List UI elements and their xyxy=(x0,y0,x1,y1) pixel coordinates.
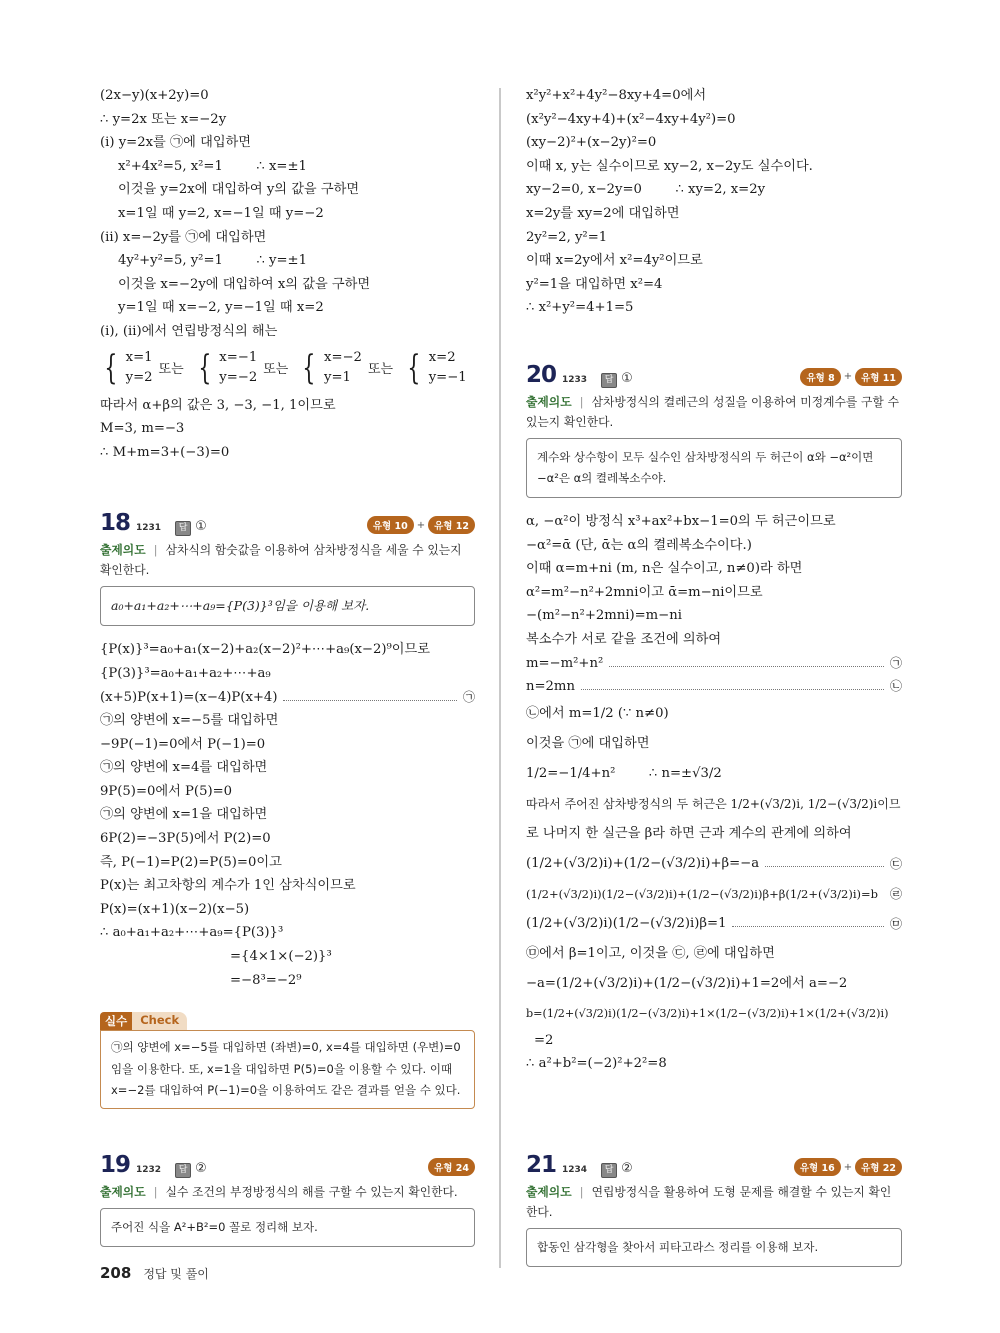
solution-line: α²=m²−n²+2mni이고 ᾱ=m−ni이므로 xyxy=(526,584,763,600)
solution-line: 4y²+y²=5, y²=1 ∴ y=±1 xyxy=(118,253,307,269)
solution-pair xyxy=(324,348,362,388)
hint-text: a₀+a₁+a₂+⋯+a₉={P(3)}³임을 이용해 보자. xyxy=(111,598,370,614)
answer-label-icon: 답 xyxy=(601,373,617,388)
answer-label-icon: 답 xyxy=(601,1163,617,1178)
type-badges xyxy=(800,368,902,386)
solution-y: y=−2 xyxy=(219,369,258,385)
type-badge: 유형 16 xyxy=(794,1158,841,1176)
solution-line: x=1일 때 y=2, x=−1일 때 y=−2 xyxy=(118,205,324,221)
solution-line: 이때 α=m+ni (m, n은 실수이고, n≠0)라 하면 xyxy=(526,561,803,577)
type-badge: 유형 22 xyxy=(855,1158,902,1176)
hint-text: 합동인 삼각형을 찾아서 피타고라스 정리를 이용해 보자. xyxy=(537,1240,819,1254)
column-divider xyxy=(499,88,501,1268)
solution-pair xyxy=(219,348,257,388)
hint-text: 주어진 식을 A²+B²=0 꼴로 정리해 보자. xyxy=(111,1220,318,1234)
solution-line: 이것을 y=2x에 대입하여 y의 값을 구하면 xyxy=(118,182,360,198)
plus-sign: + xyxy=(416,519,426,531)
labeled-equation xyxy=(526,909,902,939)
check-tab-title: Check xyxy=(132,1012,187,1030)
labeled-equation xyxy=(526,849,902,879)
question-number: 18 xyxy=(100,510,131,537)
system-solutions xyxy=(100,348,475,388)
equation-text: n=2mn xyxy=(526,679,575,695)
question-intent xyxy=(526,1182,902,1222)
intent-text: 실수 조건의 부정방정식의 해를 구할 수 있는지 확인한다. xyxy=(165,1185,458,1199)
or-label: 또는 xyxy=(158,362,184,378)
question-header xyxy=(100,510,475,540)
question-code: 1234 xyxy=(562,1165,588,1175)
solution-x: x=1 xyxy=(125,349,153,365)
solution-y: y=1 xyxy=(324,369,351,385)
question-header xyxy=(526,362,902,392)
brace: { xyxy=(302,347,316,388)
solution-line: (i), (ii)에서 연립방정식의 해는 xyxy=(100,323,278,339)
solution-line: 즉, P(−1)=P(2)=P(5)=0이고 xyxy=(100,854,282,870)
solution-line: ㉡에서 m=1/2 (∵ n≠0) xyxy=(526,705,669,721)
solution-line: ∴ a₀+a₁+a₂+⋯+a₉={P(3)}³ xyxy=(100,925,284,941)
separator: | xyxy=(579,394,584,409)
type-badge: 유형 24 xyxy=(428,1158,475,1176)
section-title: 정답 및 풀이 xyxy=(143,1267,209,1281)
equation-text: m=−m²+n² xyxy=(526,655,604,671)
solution-line: (2x−y)(x+2y)=0 xyxy=(100,88,209,103)
solution-line: 따라서 α+β의 값은 3, −3, −1, 1이므로 xyxy=(100,397,336,413)
type-badge: 유형 11 xyxy=(855,368,902,386)
dot-leader xyxy=(609,666,884,667)
solution-x: x=−1 xyxy=(219,349,258,365)
solution-line: ∴ y=2x 또는 x=−2y xyxy=(100,111,227,127)
solution-line: =2 xyxy=(534,1032,554,1048)
solution-line: 이것을 ㉠에 대입하면 xyxy=(526,735,650,751)
page-footer xyxy=(100,1264,209,1282)
solution-line: b=(1/2+(√3/2)i)(1/2−(√3/2)i)+1×(1/2−(√3/2)i)+1×(1/2+(√3/2)i) xyxy=(526,1006,889,1020)
equation-marker: ㉢ xyxy=(889,856,902,871)
separator: | xyxy=(153,1185,158,1199)
labeled-equation xyxy=(526,652,902,676)
labeled-equation xyxy=(100,686,475,710)
page-number: 208 xyxy=(100,1264,132,1282)
equation-text: (1/2+(√3/2)i)(1/2−(√3/2)i)β=1 xyxy=(526,915,727,931)
solution-line: −9P(−1)=0에서 P(−1)=0 xyxy=(100,736,266,752)
equation-text: (1/2+(√3/2)i)+(1/2−(√3/2)i)+β=−a xyxy=(526,855,760,871)
answer-value: ① xyxy=(195,519,207,535)
dot-leader xyxy=(581,689,884,690)
check-text: ㉠의 양변에 x=−5를 대입하면 (좌변)=0, x=4를 대입하면 (우변)=0임을 이용한다. 또, x=1을 대입하면 P(5)=0을 이용할 수 있다. 이때 x=−2를 대입하여 P(−1)=0을 이용하여도 같은 결과를 얻을 수 있다. xyxy=(111,1040,461,1098)
type-badge: 유형 12 xyxy=(428,516,475,534)
solution-line: 1/2=−1/4+n² ∴ n=±√3/2 xyxy=(526,765,722,781)
check-box xyxy=(100,1030,475,1109)
question-number: 21 xyxy=(526,1152,557,1178)
answer xyxy=(601,371,633,388)
question-number: 20 xyxy=(526,361,557,388)
question-19 xyxy=(100,1152,475,1259)
dot-leader xyxy=(283,700,457,701)
solution-line: x²+4x²=5, x²=1 ∴ x=±1 xyxy=(118,158,307,174)
equation-marker: ㉣ xyxy=(889,886,902,901)
question-18 xyxy=(100,510,475,1108)
question-code: 1231 xyxy=(136,523,162,534)
type-badges xyxy=(794,1158,902,1176)
question-intent xyxy=(100,1182,475,1202)
or-label: 또는 xyxy=(263,362,289,378)
check-tab-label: 실수 xyxy=(100,1012,132,1030)
solution-line: 따라서 주어진 삼차방정식의 두 허근은 1/2+(√3/2)i, 1/2−(√3/2)i이므 xyxy=(526,796,901,811)
separator: | xyxy=(153,543,158,558)
solution-line: P(x)=(x+1)(x−2)(x−5) xyxy=(100,901,250,917)
equation-text: (x+5)P(x+1)=(x−4)P(x+4) xyxy=(100,689,278,705)
question-code: 1233 xyxy=(562,374,588,385)
solution-line: −a=(1/2+(√3/2)i)+(1/2−(√3/2)i)+1=2에서 a=−2 xyxy=(526,975,848,991)
question-intent xyxy=(526,392,902,432)
solution-line: 이것을 x=−2y에 대입하여 x의 값을 구하면 xyxy=(118,276,371,292)
solution-line: (x²y²−4xy+4)+(x²−4xy+4y²)=0 xyxy=(526,111,736,127)
solution-line: α, −α²이 방정식 x³+ax²+bx−1=0의 두 허근이므로 xyxy=(526,513,836,529)
answer xyxy=(601,1161,633,1178)
brace: { xyxy=(104,347,118,388)
solution-line: y²=1을 대입하면 x²=4 xyxy=(526,276,663,292)
solution-y: y=2 xyxy=(125,369,153,385)
plus-sign: + xyxy=(843,371,853,383)
intent-label: 출제의도 xyxy=(100,543,146,558)
intent-label: 출제의도 xyxy=(526,1185,572,1199)
solution-line: ㉠의 양변에 x=4를 대입하면 xyxy=(100,760,268,776)
intent-text: 연립방정식을 활용하여 도형 문제를 해결할 수 있는지 확인한다. xyxy=(526,1185,892,1219)
equation-marker: ㉠ xyxy=(462,689,475,704)
solution-line: ∴ a²+b²=(−2)²+2²=8 xyxy=(526,1056,667,1072)
intent-label: 출제의도 xyxy=(526,394,572,409)
right-column xyxy=(526,84,902,1254)
labeled-equation xyxy=(526,675,902,699)
solution-line: 9P(5)=0에서 P(5)=0 xyxy=(100,783,233,799)
solution-y: y=−1 xyxy=(428,369,467,385)
type-badge: 유형 8 xyxy=(800,368,840,386)
separator: | xyxy=(579,1185,584,1199)
solution-line: (ii) x=−2y를 ㉠에 대입하면 xyxy=(100,229,267,245)
equation-text: (1/2+(√3/2)i)(1/2−(√3/2)i)+(1/2−(√3/2)i)β+β(1/2+(√3/2)i)=b xyxy=(526,886,878,901)
mistake-check xyxy=(100,1010,475,1109)
solution-line: ∴ x²+y²=4+1=5 xyxy=(526,300,634,316)
solution-line: 2y²=2, y²=1 xyxy=(526,229,608,245)
solution-line: {P(3)}³=a₀+a₁+a₂+⋯+a₉ xyxy=(100,665,271,681)
solution-line: 6P(2)=−3P(5)에서 P(2)=0 xyxy=(100,831,271,847)
question-code: 1232 xyxy=(136,1165,162,1175)
answer-value: ① xyxy=(621,370,633,386)
intent-text: 삼차식의 함숫값을 이용하여 삼차방정식을 세울 수 있는지 확인한다. xyxy=(100,543,462,578)
solution-line: x²y²+x²+4y²−8xy+4=0에서 xyxy=(526,88,707,103)
answer-value: ② xyxy=(621,1161,633,1176)
solution-x: x=2 xyxy=(428,349,456,365)
question-number: 19 xyxy=(100,1152,131,1178)
question-21 xyxy=(526,1152,902,1279)
solution-line: ㉠의 양변에 x=−5를 대입하면 xyxy=(100,713,279,729)
solution-line: −α²=ᾱ (단, ᾱ는 α의 켤레복소수이다.) xyxy=(526,537,752,553)
question-20 xyxy=(526,362,902,1076)
solution-line: 복소수가 서로 같을 조건에 의하여 xyxy=(526,631,722,647)
equation-marker: ㉤ xyxy=(889,916,902,931)
dot-leader xyxy=(765,866,884,867)
hint-box xyxy=(526,1228,902,1267)
solution-line: ㉠의 양변에 x=1을 대입하면 xyxy=(100,807,268,823)
question-header xyxy=(100,1152,475,1182)
solution-line: P(x)는 최고차항의 계수가 1인 삼차식이므로 xyxy=(100,878,356,894)
hint-box xyxy=(526,438,902,498)
answer-label-icon: 답 xyxy=(175,1163,191,1178)
solution-line: =−8³=−2⁹ xyxy=(230,972,302,988)
solution-line: ∴ M+m=3+(−3)=0 xyxy=(100,444,230,460)
labeled-equation xyxy=(526,879,902,909)
answer-value: ② xyxy=(195,1161,207,1176)
solution-line: ㉤에서 β=1이고, 이것을 ㉢, ㉣에 대입하면 xyxy=(526,945,775,961)
hint-box xyxy=(100,586,475,626)
equation-marker: ㉡ xyxy=(889,679,902,694)
solution-pair xyxy=(429,348,467,388)
solution-line: ={4×1×(−2)}³ xyxy=(230,949,332,965)
solution-x: x=−2 xyxy=(324,349,362,365)
solution-line: y=1일 때 x=−2, y=−1일 때 x=2 xyxy=(118,300,324,316)
solution-line: 로 나머지 한 실근을 β라 하면 근과 계수의 관계에 의하여 xyxy=(526,825,852,841)
or-label: 또는 xyxy=(367,362,394,378)
type-badges xyxy=(367,516,475,534)
brace: { xyxy=(407,347,421,388)
answer-label-icon: 답 xyxy=(175,521,191,536)
solution-line: {P(x)}³=a₀+a₁(x−2)+a₂(x−2)²+⋯+a₉(x−2)⁹이므로 xyxy=(100,642,430,658)
solution-line: (i) y=2x를 ㉠에 대입하면 xyxy=(100,135,252,151)
solution-pair xyxy=(126,348,153,388)
solution-line: xy−2=0, x−2y=0 ∴ xy=2, x=2y xyxy=(526,182,766,198)
solution-line: −(m²−n²+2mni)=m−ni xyxy=(526,608,682,624)
solution-line: (xy−2)²+(x−2y)²=0 xyxy=(526,135,657,151)
solution-line: x=2y를 xy=2에 대입하면 xyxy=(526,205,680,221)
question-header xyxy=(526,1152,902,1182)
check-tab xyxy=(100,1012,187,1030)
solution-line: 이때 x, y는 실수이므로 xy−2, x−2y도 실수이다. xyxy=(526,158,813,174)
brace: { xyxy=(197,347,211,388)
plus-sign: + xyxy=(843,1161,853,1173)
question-intent xyxy=(100,540,475,580)
hint-text: 계수와 상수항이 모두 실수인 삼차방정식의 두 허근이 α와 −α²이면 −α²은 α의 켤레복소수야. xyxy=(537,449,874,485)
hint-box xyxy=(100,1208,475,1247)
intent-text: 삼차방정식의 켤레근의 성질을 이용하여 미정계수를 구할 수 있는지 확인한다. xyxy=(526,394,899,429)
solution-line: M=3, m=−3 xyxy=(100,421,185,437)
answer xyxy=(175,519,207,536)
type-badges xyxy=(428,1158,475,1176)
equation-marker: ㉠ xyxy=(889,655,902,670)
intent-label: 출제의도 xyxy=(100,1185,146,1199)
dot-leader xyxy=(732,926,884,927)
type-badge: 유형 10 xyxy=(367,516,414,534)
solution-line: 이때 x=2y에서 x²=4y²이므로 xyxy=(526,253,703,269)
left-column xyxy=(100,84,475,1234)
answer xyxy=(175,1161,207,1178)
